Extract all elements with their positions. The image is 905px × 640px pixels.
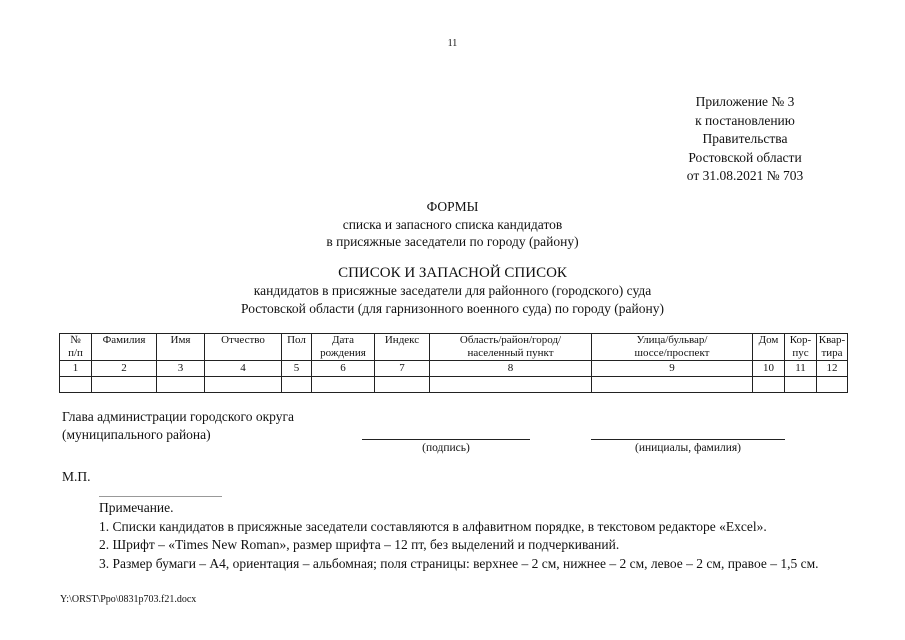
list-title: СПИСОК И ЗАПАСНОЙ СПИСОК (338, 265, 567, 281)
footnote-separator (99, 496, 222, 497)
note-item: 3. Размер бумаги – А4, ориентация – альбомная; поля страницы: верхнее – 2 см, нижнее – 2 см, левое – 2 см, правое – 1,5 см. (99, 555, 819, 571)
initials-caption: (инициалы, фамилия) (634, 442, 742, 454)
list-subtitle-line: кандидатов в присяжные заседатели для районного (городского) суда (253, 283, 652, 298)
header-cell: Индекс (375, 334, 430, 361)
empty-cell (430, 377, 592, 393)
signature-line (362, 439, 530, 440)
forms-subtitle-line: списка и запасного списка кандидатов (342, 216, 563, 232)
header-cell: Фамилия (92, 334, 157, 361)
list-subtitle-line: Ростовской области (для гарнизонного военного суда) по городу (району) (241, 300, 664, 316)
header-cell: Кор- пус (785, 334, 817, 361)
column-number-cell: 6 (312, 361, 375, 377)
signature-title-line: (муниципального района) (62, 427, 211, 442)
candidates-table (59, 333, 848, 393)
signature-title-line: Глава администрации городского округа (62, 409, 295, 424)
empty-cell (753, 377, 785, 393)
initials-line (591, 439, 785, 440)
signature-caption: (подпись) (422, 442, 470, 454)
empty-cell (92, 377, 157, 393)
column-number-cell: 3 (157, 361, 205, 377)
header-cell: Отчество (205, 334, 282, 361)
note-item: 1. Списки кандидатов в присяжные заседатели составляются в алфавитном порядке, в текстовом редакторе «Excel». (99, 518, 767, 534)
column-number-cell: 7 (375, 361, 430, 377)
empty-cell (312, 377, 375, 393)
empty-cell (282, 377, 312, 393)
column-number-cell: 8 (430, 361, 592, 377)
forms-title: ФОРМЫ (426, 199, 479, 214)
appendix-line: Правительства (702, 131, 788, 146)
header-cell: Дом (753, 334, 785, 361)
table-row (60, 377, 848, 393)
appendix-block (660, 93, 830, 186)
empty-cell (375, 377, 430, 393)
appendix-line: Ростовской области (688, 149, 802, 165)
column-number-cell: 2 (92, 361, 157, 377)
column-number-cell: 10 (753, 361, 785, 377)
list-heading (0, 264, 905, 317)
empty-cell (785, 377, 817, 393)
column-number-row (60, 361, 848, 377)
empty-cell (817, 377, 848, 393)
column-number-cell: 9 (592, 361, 753, 377)
header-cell: Область/район/город/ населенный пункт (430, 334, 592, 361)
empty-cell (205, 377, 282, 393)
file-path: Y:\ORST\Ppo\0831p703.f21.docx (60, 594, 197, 605)
header-cell: № п/п (60, 334, 92, 361)
column-number-cell: 12 (817, 361, 848, 377)
table-header-row (60, 334, 848, 361)
header-cell: Улица/бульвар/ шоссе/проспект (592, 334, 753, 361)
header-cell: Имя (157, 334, 205, 361)
forms-heading (0, 198, 905, 251)
appendix-line: к постановлению (695, 112, 795, 128)
column-number-cell: 1 (60, 361, 92, 377)
column-number-cell: 5 (282, 361, 312, 377)
column-number-cell: 11 (785, 361, 817, 377)
header-cell: Квар- тира (817, 334, 848, 361)
notes-title: Примечание. (99, 500, 174, 515)
header-cell: Пол (282, 334, 312, 361)
notes-block (62, 499, 845, 573)
note-item: 2. Шрифт – «Times New Roman», размер шрифта – 12 пт, без выделений и подчеркиваний. (99, 537, 620, 552)
empty-cell (60, 377, 92, 393)
forms-subtitle-line: в присяжные заседатели по городу (району) (326, 234, 579, 249)
page-number: 11 (447, 38, 458, 49)
signature-block (62, 408, 294, 444)
appendix-line: Приложение № 3 (695, 94, 795, 109)
header-cell: Дата рождения (312, 334, 375, 361)
column-number-cell: 4 (205, 361, 282, 377)
empty-cell (592, 377, 753, 393)
stamp-label: М.П. (62, 469, 91, 484)
empty-cell (157, 377, 205, 393)
appendix-line: от 31.08.2021 № 703 (686, 168, 804, 183)
